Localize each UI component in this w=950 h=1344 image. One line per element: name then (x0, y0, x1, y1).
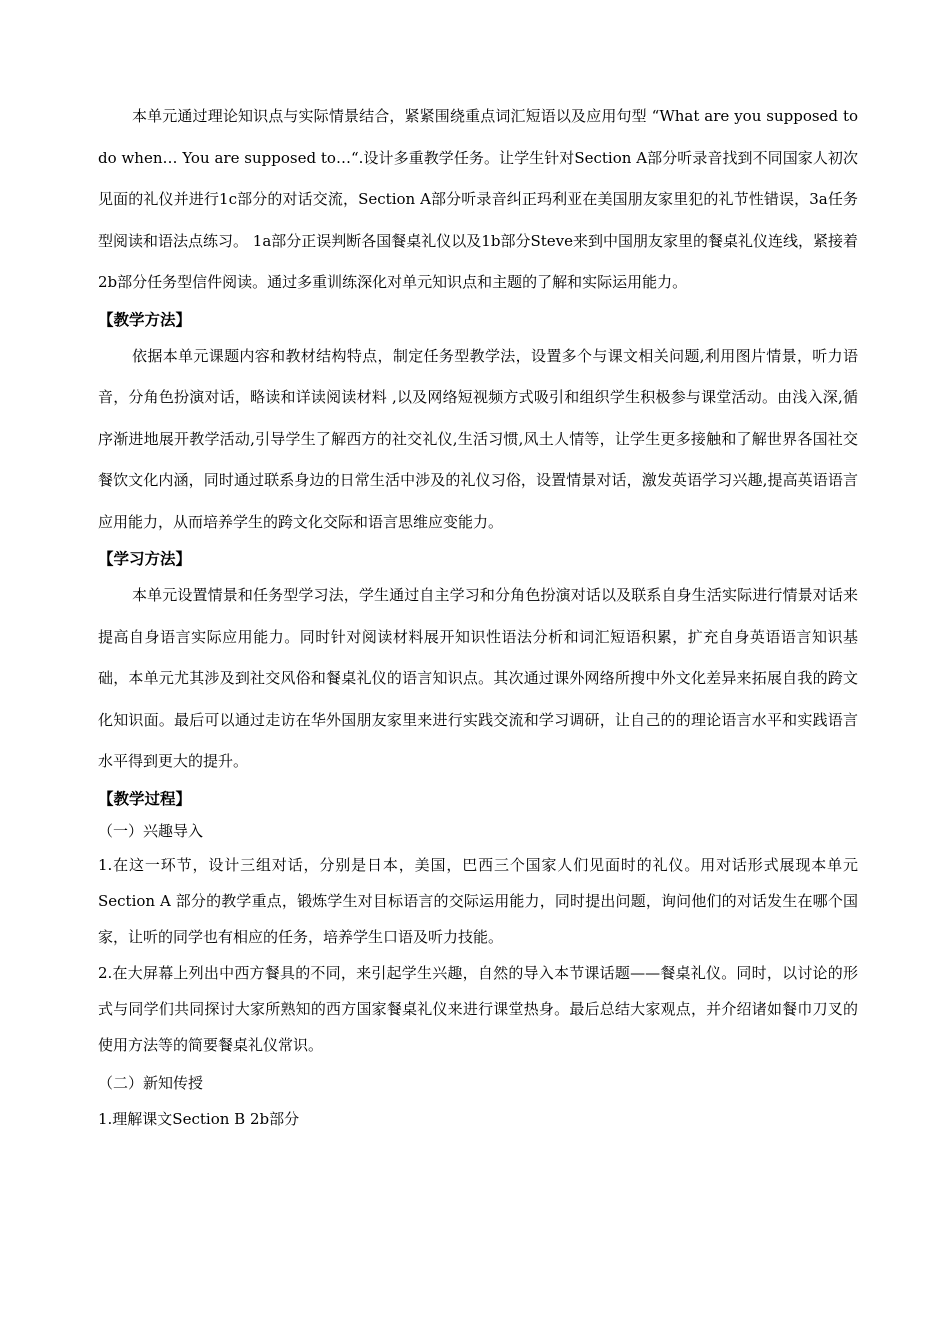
teaching-method-heading: 【教学方法】 (98, 309, 192, 329)
part2-title: （二）新知传授 (98, 1073, 204, 1092)
teaching-process-heading: 【教学过程】 (98, 788, 192, 808)
document-page (98, 96, 858, 1135)
learning-method-paragraph: 本单元设置情景和任务型学习法，学生通过自主学习和分角色扮演对话以及联系自身生活实际进行情景对话来提高自身语言实际应用能力。同时针对阅读材料展开知识性语法分析和词汇短语积累，扩充自身英语语言知识基础，本单元尤其涉及到社交风俗和餐桌礼仪的语言知识点。其次通过课外网络所搜中外文化差异来拓展自我的跨文化知识面。最后可以通过走访在华外国朋友家里来进行实践交流和学习调研，让自己的的理论语言水平和实践语言水平得到更大的提升。 (98, 586, 858, 770)
part1-item2: 2.在大屏幕上列出中西方餐具的不同，来引起学生兴趣，自然的导入本节课话题——餐桌礼仪。同时，以讨论的形式与同学们共同探讨大家所熟知的西方国家餐桌礼仪来进行课堂热身。最后总结大家观点，并介绍诸如餐巾刀叉的使用方法等的简要餐桌礼仪常识。 (98, 963, 858, 1054)
teaching-method-paragraph: 依据本单元课题内容和教材结构特点，制定任务型教学法，设置多个与课文相关问题,利用图片情景，听力语音，分角色扮演对话，略读和详读阅读材料 ,以及网络短视频方式吸引和组织学生积极参与课堂活动。由浅入深,循序渐进地展开教学活动,引导学生了解西方的社交礼仪,生活习惯,风土人情等，让学生更多接触和了解世界各国社交餐饮文化内涵，同时通过联系身边的日常生活中涉及的礼仪习俗，设置情景对话，激发英语学习兴趣,提高英语语言应用能力，从而培养学生的跨文化交际和语言思维应变能力。 (98, 346, 858, 531)
part1-title: （一）兴趣导入 (98, 821, 204, 840)
part2-item1: 1.理解课文Section B 2b部分 (98, 1109, 300, 1128)
intro-paragraph: 本单元通过理论知识点与实际情景结合，紧紧围绕重点词汇短语以及应用句型 “What are you supposed to do when… You are supposed to…“.设计多重教学任务。让学生针对Section A部分听录音找到不同国家人初次见面的礼仪并进行1c部分的对话交流，Section A部分听录音纠正玛利亚在美国朋友家里犯的礼节性错误，3a任务型阅读和语法点练习。 1a部分正误判断各国餐桌礼仪以及1b部分Steve来到中国朋友家里的餐桌礼仪连线，紧接着2b部分任务型信件阅读。通过多重训练深化对单元知识点和主题的了解和实际运用能力。 (98, 107, 858, 291)
part1-item1: 1.在这一环节，设计三组对话，分别是日本，美国，巴西三个国家人们见面时的礼仪。用对话形式展现本单元Section A 部分的教学重点，锻炼学生对目标语言的交际运用能力，同时提出问题，询问他们的对话发生在哪个国家，让听的同学也有相应的任务，培养学生口语及听力技能。 (98, 855, 858, 946)
learning-method-heading: 【学习方法】 (98, 549, 192, 568)
